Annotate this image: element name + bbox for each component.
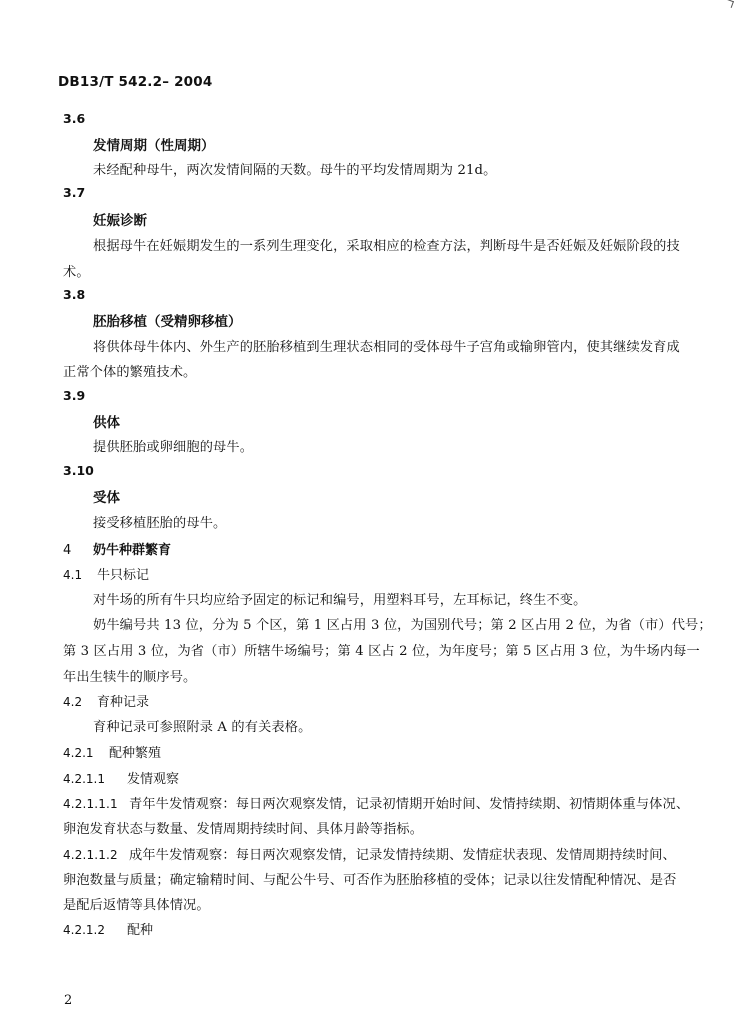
section-4-2-1-1-1-text-1: 青年牛发情观察：每日两次观察发情，记录初情期开始时间、发情持续期、初情期体重与体况、: [129, 797, 690, 812]
section-4-2-1-heading: [63, 742, 161, 761]
section-3-8-definition-line-2: 正常个体的繁殖技术。: [63, 365, 197, 380]
section-4-2-1-1-number: 4.2.1.1: [63, 772, 105, 786]
section-3-8-definition-line-1: 将供体母牛体内、外生产的胚胎移植到生理状态相同的受体母牛子宫角或输卵管内，使其继续发育成: [93, 340, 680, 355]
section-4-2-number: 4.2: [63, 695, 83, 709]
section-4-2-paragraph: 育种记录可参照附录 A 的有关表格。: [93, 720, 312, 735]
section-4-2-1-1-2-line-2: 卵泡数量与质量；确定输精时间、与配公牛号、可否作为胚胎移植的受体；记录以往发情配种情况、是否: [63, 873, 677, 888]
section-4-2-1-title: 配种繁殖: [109, 746, 162, 761]
section-4-2-1-1-heading: [63, 768, 179, 787]
section-3-7-definition-line-2: 术。: [63, 265, 90, 280]
section-4-2-1-1-1-number: 4.2.1.1.1: [63, 797, 118, 811]
section-4-1-paragraph-2-line-3: 年出生犊牛的顺序号。: [63, 670, 197, 685]
section-4-2-1-1-1-line-2: 卵泡发育状态与数量、发情周期持续时间、具体月龄等指标。: [63, 822, 424, 837]
section-4-2-heading: [63, 691, 149, 710]
page-number: 2: [64, 993, 73, 1008]
section-4-1-title: 牛只标记: [97, 568, 150, 583]
section-3-6-number: 3.6: [63, 111, 86, 126]
section-3-9-term: 供体: [93, 415, 120, 431]
section-4-2-1-1-2-text-1: 成年牛发情观察：每日两次观察发情，记录发情持续期、发情症状表现、发情周期持续时间、: [129, 848, 676, 863]
section-4-1-paragraph-1: 对牛场的所有牛只均应给予固定的标记和编号，用塑料耳号，左耳标记，终生不变。: [93, 593, 587, 608]
section-3-10-number: 3.10: [63, 463, 94, 478]
section-3-10-definition: 接受移植胚胎的母牛。: [93, 516, 227, 531]
section-3-6-definition: 未经配种母牛，两次发情间隔的天数。母牛的平均发情周期为 21d。: [93, 163, 497, 178]
section-4-2-1-1-title: 发情观察: [127, 772, 180, 787]
section-4-2-1-number: 4.2.1: [63, 746, 94, 760]
section-4-2-1-1-2-number: 4.2.1.1.2: [63, 848, 118, 862]
section-4-2-1-2-heading: [63, 919, 153, 938]
section-3-7-definition-line-1: 根据母牛在妊娠期发生的一系列生理变化，采取相应的检查方法，判断母牛是否妊娠及妊娠阶段的技: [93, 239, 680, 254]
section-3-9-number: 3.9: [63, 388, 86, 403]
section-4-heading: [63, 539, 171, 558]
section-3-10-term: 受体: [93, 490, 120, 506]
section-4-2-1-2-title: 配种: [127, 923, 154, 938]
section-3-8-number: 3.8: [63, 287, 86, 302]
corner-mark: [725, 0, 734, 8]
section-3-8-term: 胚胎移植（受精卵移植）: [93, 314, 242, 330]
section-3-6-term: 发情周期（性周期）: [93, 138, 215, 154]
section-4-1-number: 4.1: [63, 568, 83, 582]
document-id: DB13/T 542.2– 2004: [58, 74, 213, 90]
section-4-2-title: 育种记录: [97, 695, 150, 710]
section-4-2-1-1-1-line-1: [63, 793, 689, 812]
section-4-1-paragraph-2-line-2: 第 3 区占用 3 位，为省（市）所辖牛场编号；第 4 区占 2 位，为年度号；第 5 区占用 3 位，为牛场内每一: [63, 644, 700, 659]
section-4-1-paragraph-2-line-1: 奶牛编号共 13 位，分为 5 个区，第 1 区占用 3 位，为国别代号；第 2 区占用 2 位，为省（市）代号；: [93, 618, 712, 633]
section-4-1-heading: [63, 564, 149, 583]
section-3-9-definition: 提供胚胎或卵细胞的母牛。: [93, 440, 254, 455]
section-4-title: 奶牛种群繁育: [93, 543, 172, 558]
section-4-2-1-2-number: 4.2.1.2: [63, 923, 105, 937]
section-4-2-1-1-2-line-1: [63, 844, 676, 863]
section-4-number: 4: [63, 543, 72, 558]
section-3-7-number: 3.7: [63, 185, 86, 200]
section-4-2-1-1-2-line-3: 是配后返情等具体情况。: [63, 898, 210, 913]
section-3-7-term: 妊娠诊断: [93, 213, 147, 229]
